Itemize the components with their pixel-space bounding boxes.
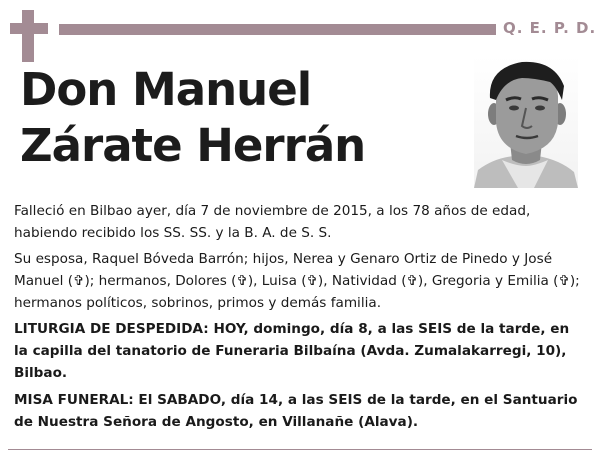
qepd-label: Q. E. P. D. [503,19,597,37]
family-paragraph: Su esposa, Raquel Bóveda Barrón; hijos, Nerea y Genaro Ortiz de Pinedo y José Manuel (✞); hermanos, Dolores (✞), Luisa (✞), Natividad (✞), Gregoria y Emilia (✞); hermanos políticos, sobrinos, primos y demás familia. [14,251,580,311]
bottom-divider [8,449,592,450]
death-notice-paragraph: Falleció en Bilbao ayer, día 7 de noviembre de 2015, a los 78 años de edad, habiendo recibido los SS. SS. y la B. A. de S. S. [14,203,531,241]
portrait-photo [474,56,578,188]
obituary-text [14,200,586,438]
cross-icon-bar [10,23,48,34]
name-line-2: Zárate Herrán [20,119,366,172]
deceased-name [20,62,460,174]
liturgy-paragraph: LITURGIA DE DESPEDIDA: HOY, domingo, día 8, a las SEIS de la tarde, en la capilla del tanatorio de Funeraria Bilbaína (Avda. Zumalakarregi, 10), Bilbao. [14,321,570,381]
cross-icon [22,10,34,62]
funeral-mass-paragraph: MISA FUNERAL: El SABADO, día 14, a las SEIS de la tarde, en el Santuario de Nuestra Señora de Angosto, en Villanañe (Alava). [14,392,578,430]
header-band [59,24,496,35]
name-line-1: Don Manuel [20,63,312,116]
